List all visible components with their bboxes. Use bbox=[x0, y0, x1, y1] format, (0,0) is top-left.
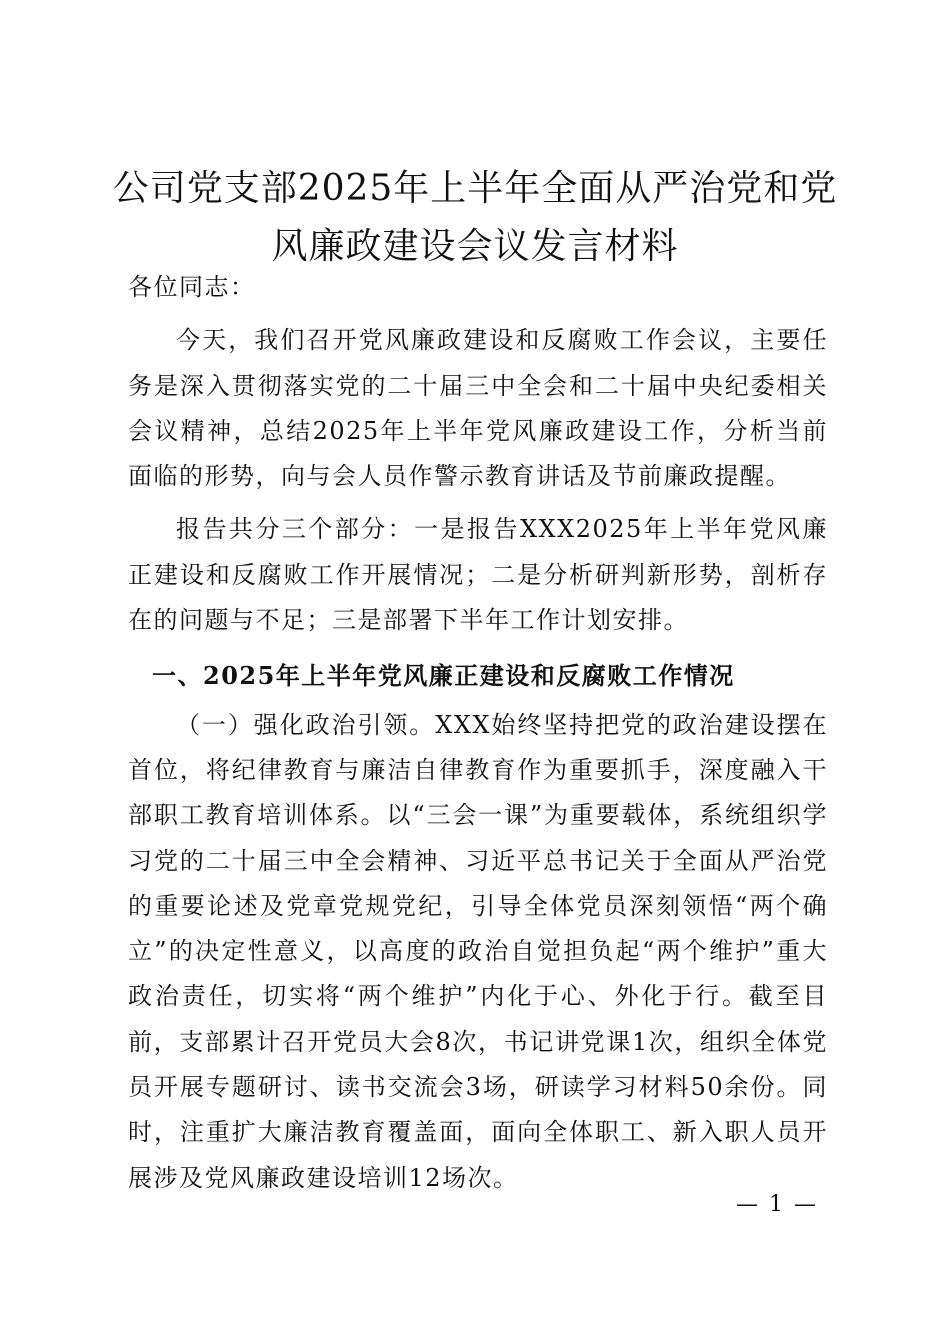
intro-paragraph: 今天，我们召开党风廉政建设和反腐败工作会议，主要任务是深入贯彻落实党的二十届三中全会和二十届中央纪委相关会议精神，总结2025年上半年党风廉政建设工作，分析当前面临的形势，向与会人员作警示教育讲话及节前廉政提醒。 bbox=[128, 326, 828, 491]
document-title bbox=[110, 160, 840, 276]
outline-paragraph: 报告共分三个部分：一是报告XXX2025年上半年党风廉正建设和反腐败工作开展情况；二是分析研判新形势，剖析存在的问题与不足；三是部署下半年工作计划安排。 bbox=[128, 515, 828, 635]
subsection-paragraph: （一）强化政治引领。XXX始终坚持把党的政治建设摆在首位，将纪律教育与廉洁自律教育作为重要抓手，深度融入干部职工教育培训体系。以“三会一课”为重要载体，系统组织学习党的二十届三中全会精神、习近平总书记关于全面从严治党的重要论述及党章党规党纪，引导全体党员深刻领悟“两个确立”的决定性意义，以高度的政治自觉担负起“两个维护”重大政治责任，切实将“两个维护”内化于心、外化于行。截至目前，支部累计召开党员大会8次，书记讲党课1次，组织全体党员开展专题研讨、读书交流会3场，研读学习材料50余份。同时，注重扩大廉洁教育覆盖面，面向全体职工、新入职人员开展涉及党风廉政建设培训12场次。 bbox=[128, 710, 828, 1192]
document-body bbox=[128, 265, 828, 1201]
section-heading: 一、2025年上半年党风廉正建设和反腐败工作情况 bbox=[152, 661, 735, 691]
greeting: 各位同志： bbox=[128, 273, 256, 301]
page-number: — 1 — bbox=[736, 1192, 818, 1217]
title-line-1: 公司党支部2025年上半年全面从严治党和党 bbox=[112, 168, 838, 209]
title-line-2: 风廉政建设会议发言材料 bbox=[271, 226, 679, 267]
